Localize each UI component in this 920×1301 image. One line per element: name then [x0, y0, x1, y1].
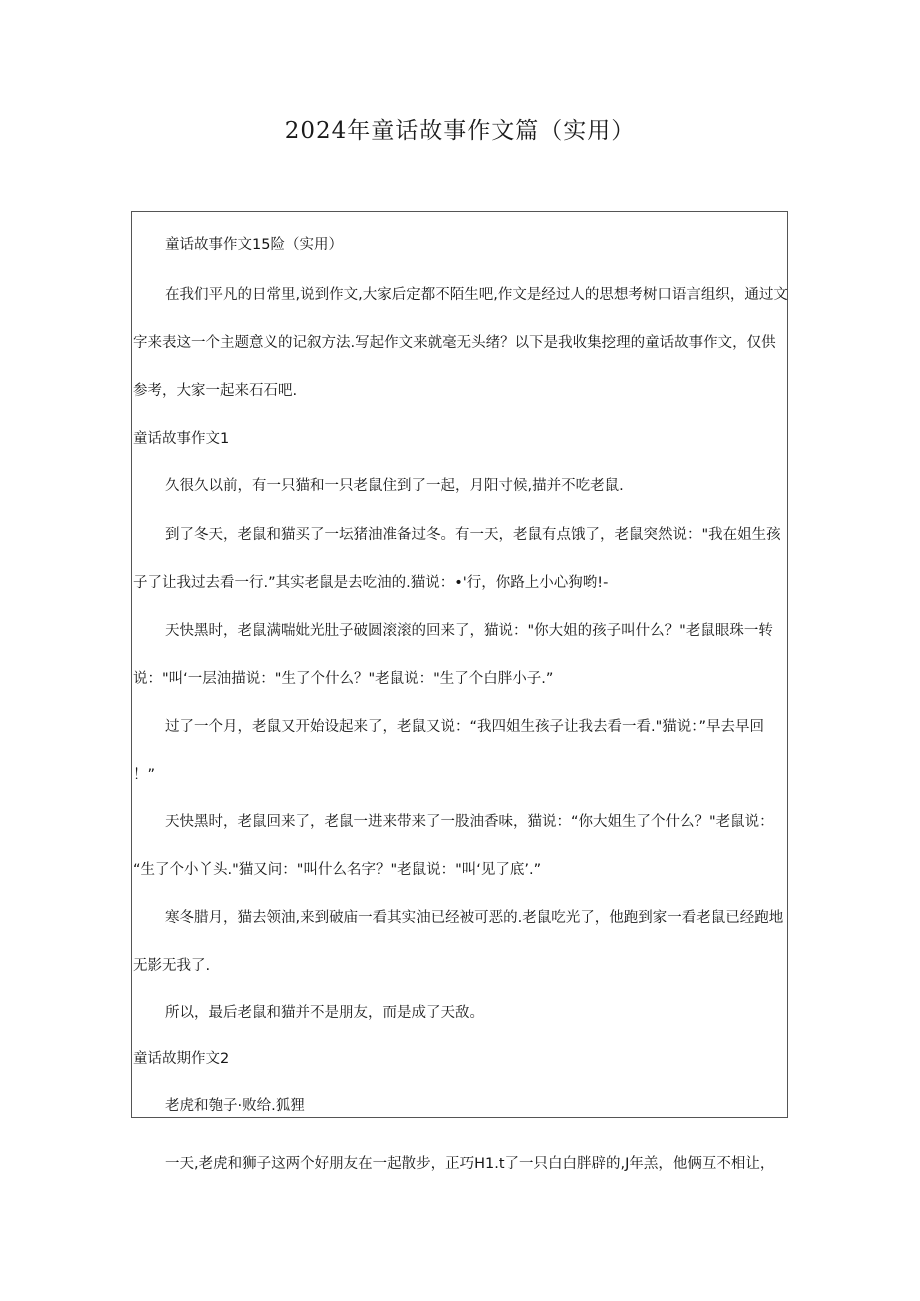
- story-line: 寒冬腊月，猫去领油,来到破庙一看其实油已经被可恶的.老鼠吃光了，他跑到家一看老鼠已经跑地: [165, 910, 784, 926]
- intro-heading: 童话故事作文15险（实用）: [165, 237, 343, 253]
- story-line: ！”: [133, 767, 156, 783]
- story-line: 天快黑时，老鼠满喘妣光肚子破圆滚滚的回来了，猫说："你大姐的孩子叫什么？"老鼠眼珠一转: [165, 623, 773, 639]
- intro-paragraph-line: 参考，大家一起来石石吧.: [133, 383, 298, 399]
- section-heading-1: 童话故事作文1: [133, 431, 230, 447]
- continuation-paragraph-line: 一天,老虎和狮子这两个好朋友在一起散步，正巧H1.t了一只白白胖辟的,J年羔，他俩互不相让，: [165, 1156, 775, 1172]
- story-line: 子了让我过去看一行.”其实老鼠是去吃油的.猫说：•'行，你路上小心狗哟!-: [133, 575, 609, 591]
- intro-paragraph-line: 字来表这一个主题意义的记叙方法.写起作文来就毫无头绪？以下是我收集挖理的童话故事作文，仅供: [133, 335, 776, 351]
- story-line: 无影无我了.: [133, 958, 211, 974]
- story-line: 天快黑时，老鼠回来了，老鼠一进来带来了一股油香味，猫说：“你大姐生了个什么？"老鼠说：: [165, 814, 774, 830]
- story-line: 说："叫‘一层油描说："生了个什么？"老鼠说："生了个白胖小子.”: [133, 671, 554, 687]
- story-line: 所以，最后老鼠和猫并不是朋友，而是成了天敌。: [165, 1005, 484, 1021]
- story-line: 过了一个月，老鼠又开始设起来了，老鼠又说：“我四姐生孩子让我去看一看."猫说：”早去早回: [165, 719, 765, 735]
- intro-paragraph-line: 在我们平凡的日常里,说到作文,大家后定都不陌生吧,作文是经过人的思想考树口语言组织，通过文: [165, 287, 788, 303]
- document-title: 2024年童话故事作文篇（实用）: [284, 118, 636, 144]
- story-line: 到了冬天，老鼠和猫买了一坛猪油准备过冬。有一天，老鼠有点饿了，老鼠突然说："我在姐生孩: [165, 527, 781, 543]
- story-subtitle: 老虎和匏子·败给.狐狸: [165, 1098, 305, 1114]
- story-line: “生了个小丫头."猫又问："叫什么名字？"老鼠说："叫‘见了底’.”: [133, 862, 542, 878]
- section-heading-2: 童话故期作文2: [133, 1051, 230, 1067]
- story-line: 久很久以前，有一只猫和一只老鼠住到了一起，月阳寸候,描并不吃老鼠.: [165, 478, 624, 494]
